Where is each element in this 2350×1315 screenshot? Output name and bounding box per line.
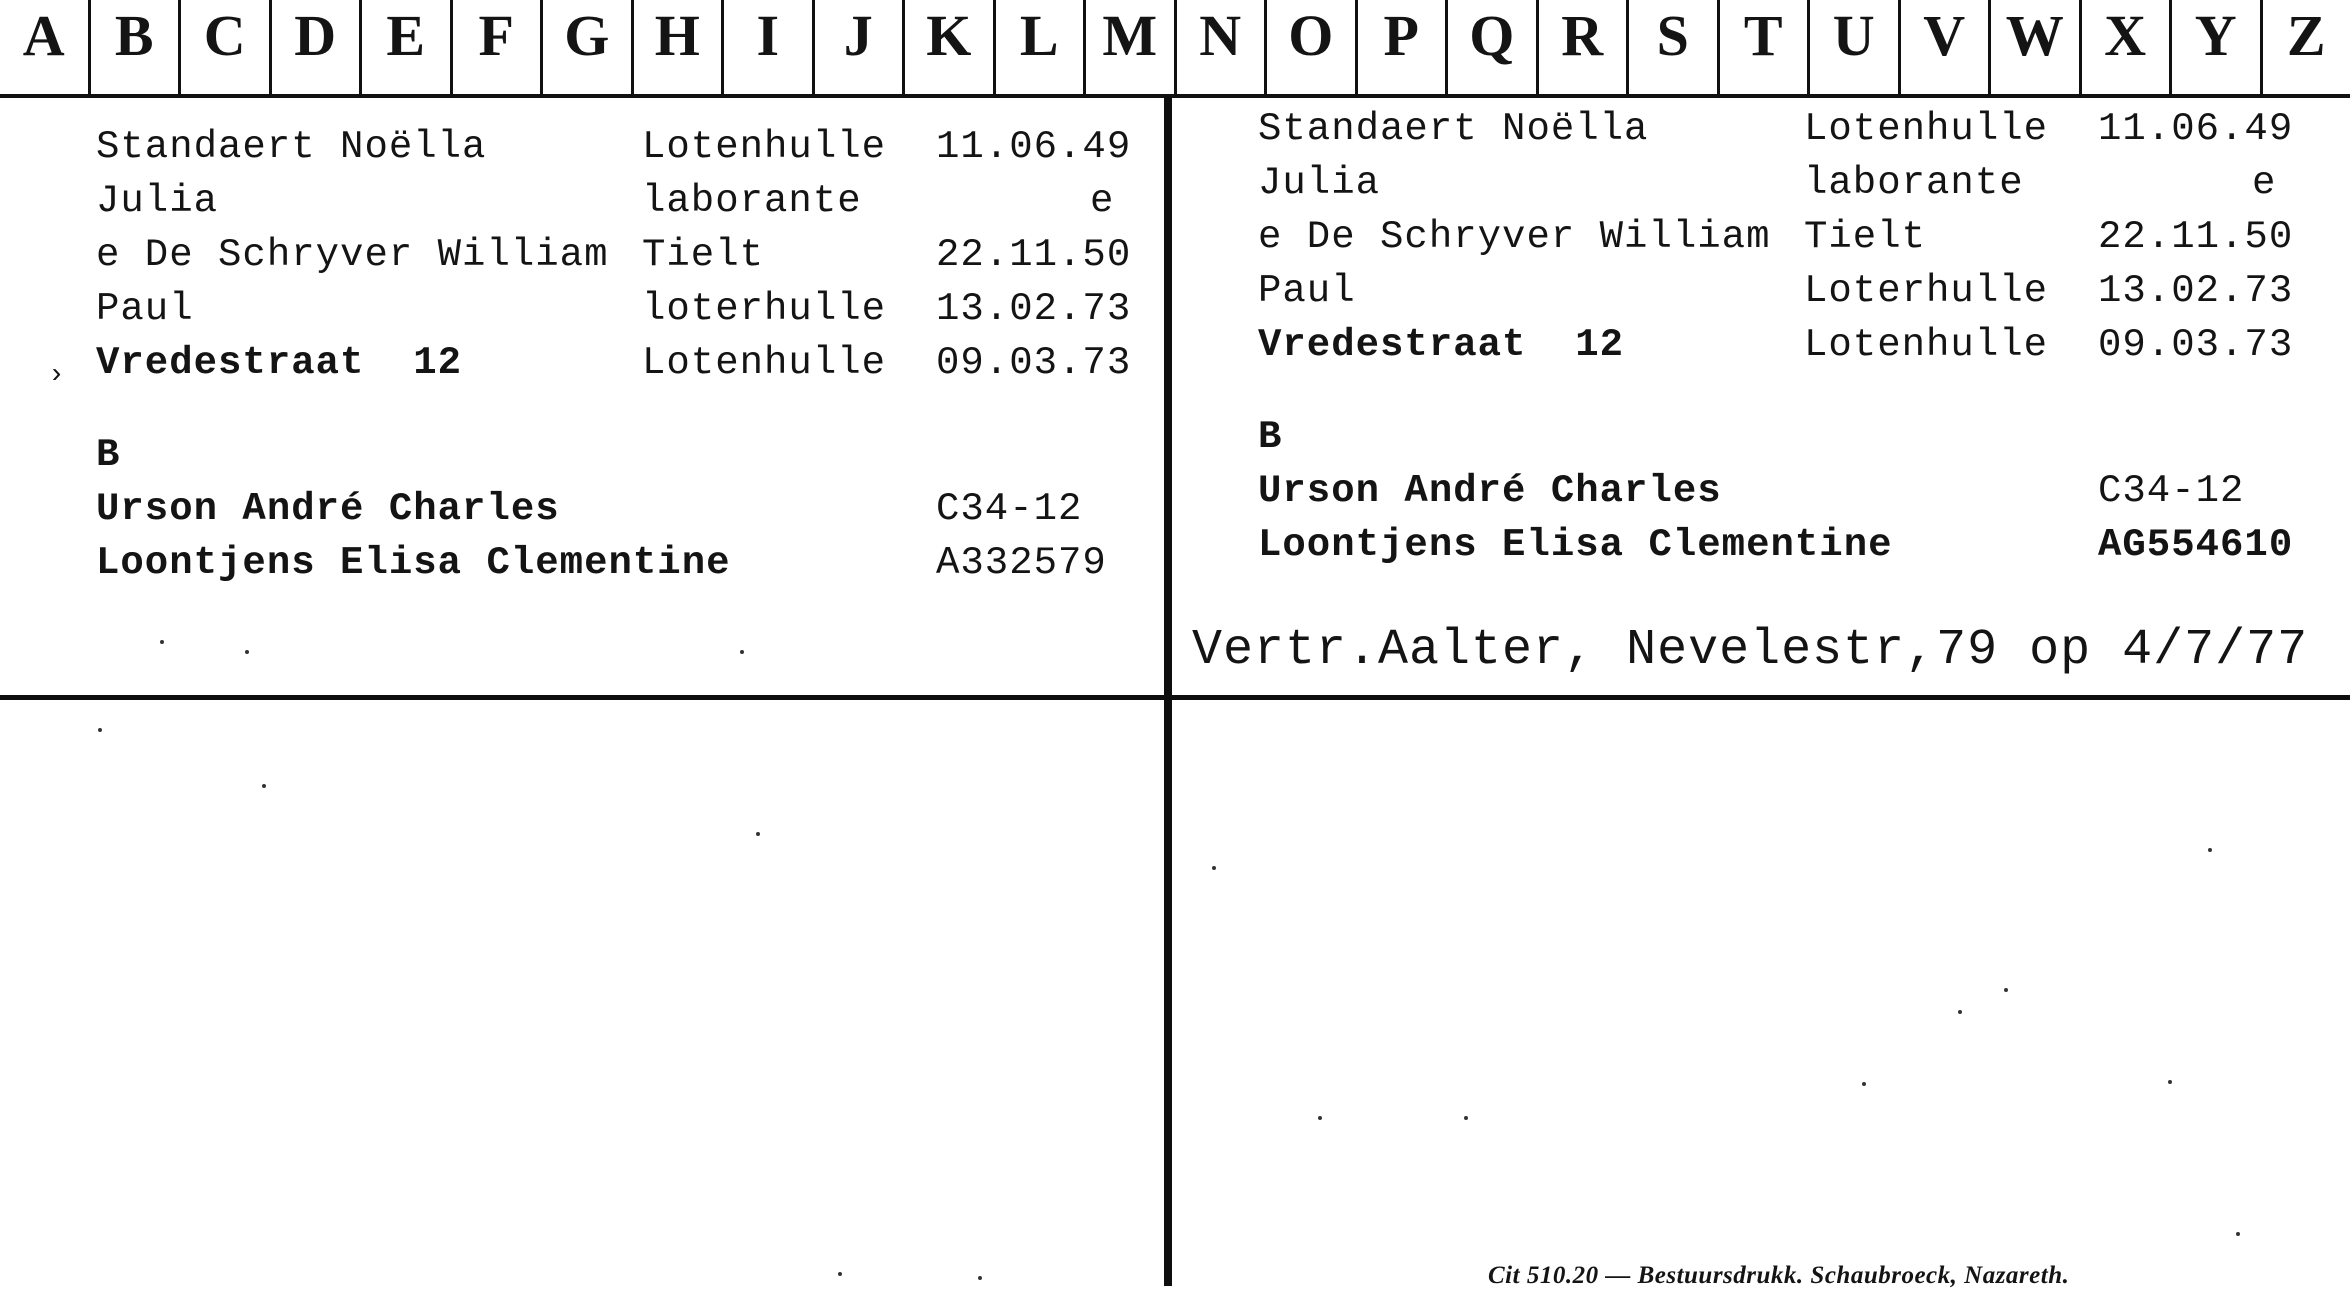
record-line bbox=[1258, 156, 2308, 210]
record-line bbox=[96, 428, 1156, 482]
spacer bbox=[1258, 372, 2308, 410]
record-line bbox=[1258, 102, 2308, 156]
record-date: 11.06.49 bbox=[936, 125, 1132, 169]
scan-speck bbox=[756, 832, 760, 836]
alpha-tab-p: P bbox=[1358, 0, 1449, 94]
alpha-tab-e: E bbox=[362, 0, 453, 94]
scan-speck bbox=[160, 640, 164, 644]
alpha-tab-l: L bbox=[996, 0, 1087, 94]
alpha-tab-a: A bbox=[0, 0, 91, 94]
record-line bbox=[96, 120, 1156, 174]
horizontal-divider bbox=[0, 695, 2350, 700]
record-line bbox=[96, 228, 1156, 282]
record-date: 22.11.50 bbox=[2098, 215, 2294, 259]
person-id: AG554610 bbox=[2098, 523, 2294, 567]
record-name: e De Schryver William bbox=[1258, 215, 1771, 259]
record-place: Lotenhulle bbox=[1804, 323, 2049, 367]
record-line bbox=[1258, 518, 2308, 572]
alpha-tab-b: B bbox=[91, 0, 182, 94]
alpha-tab-y: Y bbox=[2172, 0, 2263, 94]
record-occupation: laborante bbox=[1804, 161, 2024, 205]
record-name: Julia bbox=[1258, 161, 1381, 205]
scan-speck bbox=[2208, 848, 2212, 852]
alpha-tab-c: C bbox=[181, 0, 272, 94]
person-name: Urson André Charles bbox=[96, 487, 560, 531]
record-address: Vredestraat 12 bbox=[96, 341, 463, 385]
record-line bbox=[96, 536, 1156, 590]
vertical-divider bbox=[1164, 96, 1172, 1286]
person-name: Loontjens Elisa Clementine bbox=[1258, 523, 1893, 567]
scan-speck bbox=[838, 1272, 842, 1276]
record-place: Loterhulle bbox=[1804, 269, 2049, 313]
scan-speck bbox=[245, 650, 249, 654]
scan-speck bbox=[1212, 866, 1216, 870]
record-place: Tielt bbox=[642, 233, 765, 277]
record-name: Paul bbox=[96, 287, 194, 331]
record-line bbox=[1258, 410, 2308, 464]
alpha-tab-w: W bbox=[1991, 0, 2082, 94]
record-date: 13.02.73 bbox=[2098, 269, 2294, 313]
alpha-tab-q: Q bbox=[1448, 0, 1539, 94]
section-letter: B bbox=[96, 433, 121, 477]
scan-speck bbox=[2004, 988, 2008, 992]
record-name: Julia bbox=[96, 179, 219, 223]
record-date: 09.03.73 bbox=[2098, 323, 2294, 367]
section-letter: B bbox=[1258, 415, 1283, 459]
scan-speck bbox=[262, 784, 266, 788]
person-name: Loontjens Elisa Clementine bbox=[96, 541, 731, 585]
alpha-tab-h: H bbox=[634, 0, 725, 94]
person-id: A332579 bbox=[936, 541, 1107, 585]
scan-speck bbox=[2168, 1080, 2172, 1084]
record-line bbox=[96, 282, 1156, 336]
margin-mark: › bbox=[48, 360, 65, 391]
record-name: Standaert Noëlla bbox=[1258, 107, 1649, 151]
scan-speck bbox=[1318, 1116, 1322, 1120]
record-address: Vredestraat 12 bbox=[1258, 323, 1625, 367]
person-id: C34-12 bbox=[936, 487, 1083, 531]
record-name: Standaert Noëlla bbox=[96, 125, 487, 169]
record-occupation: laborante bbox=[642, 179, 862, 223]
alpha-tab-t: T bbox=[1720, 0, 1811, 94]
record-date: e bbox=[1090, 179, 1115, 223]
alpha-tab-u: U bbox=[1810, 0, 1901, 94]
alpha-tab-m: M bbox=[1086, 0, 1177, 94]
record-line bbox=[96, 336, 1156, 390]
left-record bbox=[96, 120, 1156, 590]
alpha-tab-x: X bbox=[2082, 0, 2173, 94]
alpha-tab-g: G bbox=[543, 0, 634, 94]
alpha-tab-o: O bbox=[1267, 0, 1358, 94]
scan-speck bbox=[2236, 1232, 2240, 1236]
alpha-tab-v: V bbox=[1901, 0, 1992, 94]
alpha-tab-r: R bbox=[1539, 0, 1630, 94]
record-date: e bbox=[2252, 161, 2277, 205]
alpha-tab-f: F bbox=[453, 0, 544, 94]
record-date: 13.02.73 bbox=[936, 287, 1132, 331]
printer-footer: Cit 510.20 — Bestuursdrukk. Schaubroeck, Nazareth. bbox=[1488, 1262, 2070, 1289]
scan-speck bbox=[1862, 1082, 1866, 1086]
record-line bbox=[1258, 318, 2308, 372]
record-date: 22.11.50 bbox=[936, 233, 1132, 277]
alpha-tab-i: I bbox=[724, 0, 815, 94]
person-name: Urson André Charles bbox=[1258, 469, 1722, 513]
scan-speck bbox=[740, 650, 744, 654]
scan-speck bbox=[1958, 1010, 1962, 1014]
alpha-tab-k: K bbox=[905, 0, 996, 94]
record-line bbox=[1258, 464, 2308, 518]
alpha-tab-d: D bbox=[272, 0, 363, 94]
right-record bbox=[1258, 102, 2308, 572]
alpha-tab-z: Z bbox=[2286, 3, 2326, 68]
record-place: Lotenhulle bbox=[642, 341, 887, 385]
alphabet-index-strip bbox=[0, 0, 2350, 98]
record-line bbox=[1258, 210, 2308, 264]
alpha-tab-n: N bbox=[1177, 0, 1268, 94]
record-place: Tielt bbox=[1804, 215, 1927, 259]
relocation-note: Vertr.Aalter, Nevelestr,79 op 4/7/77 bbox=[1192, 622, 2309, 679]
record-name: e De Schryver William bbox=[96, 233, 609, 277]
person-id: C34-12 bbox=[2098, 469, 2245, 513]
scan-speck bbox=[98, 728, 102, 732]
record-date: 11.06.49 bbox=[2098, 107, 2294, 151]
record-date: 09.03.73 bbox=[936, 341, 1132, 385]
record-place: loterhulle bbox=[642, 287, 887, 331]
record-place: Lotenhulle bbox=[1804, 107, 2049, 151]
alpha-tab-j: J bbox=[815, 0, 906, 94]
record-line bbox=[1258, 264, 2308, 318]
spacer bbox=[96, 390, 1156, 428]
record-line bbox=[96, 482, 1156, 536]
scan-speck bbox=[978, 1276, 982, 1280]
alpha-tab-s: S bbox=[1629, 0, 1720, 94]
record-name: Paul bbox=[1258, 269, 1356, 313]
record-line bbox=[96, 174, 1156, 228]
record-place: Lotenhulle bbox=[642, 125, 887, 169]
scan-speck bbox=[1464, 1116, 1468, 1120]
